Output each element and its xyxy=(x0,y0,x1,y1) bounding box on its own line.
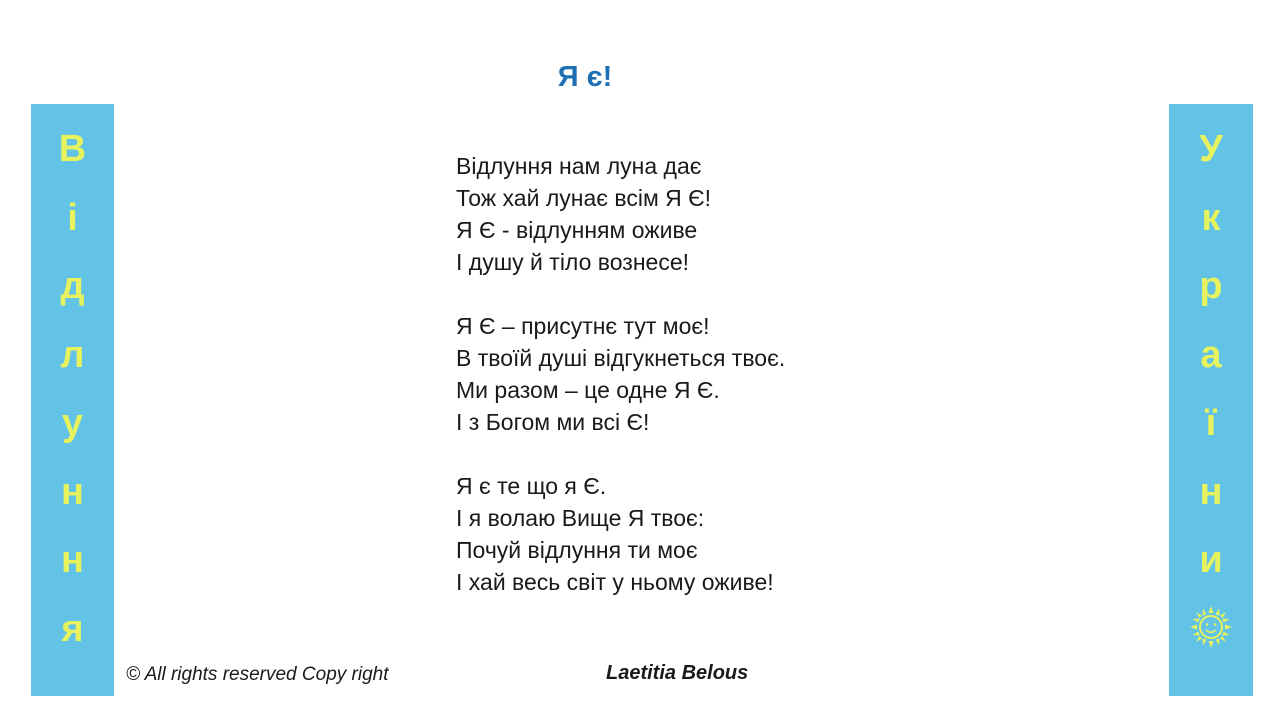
poem-line: І з Богом ми всі Є! xyxy=(456,409,650,435)
left-letter: у xyxy=(61,402,84,444)
poem-line: І душу й тіло вознесе! xyxy=(456,249,689,275)
left-letter: л xyxy=(60,333,85,376)
poem-line: Я Є - відлунням оживе xyxy=(456,217,698,243)
poem-line: В твоїй душі відгукнеться твоє. xyxy=(456,345,786,371)
left-letter: н xyxy=(61,539,84,581)
poem-line: Тож хай лунає всім Я Є! xyxy=(456,185,712,211)
right-vertical-band xyxy=(1169,104,1253,696)
right-vertical-word xyxy=(1169,118,1253,598)
sun-icon xyxy=(1190,606,1232,648)
right-letter: р xyxy=(1199,265,1223,307)
right-letter: а xyxy=(1200,333,1222,376)
poem-line: Я Є – присутнє тут моє! xyxy=(456,313,710,339)
left-letter: і xyxy=(67,196,78,239)
poem-body xyxy=(456,150,936,630)
right-letter: и xyxy=(1199,539,1223,581)
poem-line: Я є те що я Є. xyxy=(456,473,607,499)
left-letter: я xyxy=(61,607,84,650)
right-letter: н xyxy=(1199,470,1223,513)
stanza xyxy=(456,470,936,598)
poem-line: І хай весь світ у ньому оживе! xyxy=(456,569,774,595)
copyright-notice: © All rights reserved Copy right xyxy=(126,664,389,685)
poem-line: Ми разом – це одне Я Є. xyxy=(456,377,720,403)
right-letter: У xyxy=(1199,128,1223,170)
poem-line: Почуй відлуння ти моє xyxy=(456,537,698,563)
author-name: Laetitia Belous xyxy=(606,662,749,684)
left-letter: д xyxy=(60,265,85,307)
poem-line: Відлуння нам луна дає xyxy=(456,153,702,179)
left-letter: В xyxy=(58,128,87,170)
left-vertical-word xyxy=(31,118,114,666)
poem-line: І я волаю Вище Я твоє: xyxy=(456,505,705,531)
left-letter: н xyxy=(61,470,84,513)
stanza xyxy=(456,150,936,278)
left-vertical-band xyxy=(31,104,114,696)
stanza xyxy=(456,310,936,438)
poem-title: Я є! xyxy=(557,61,613,93)
right-letter: к xyxy=(1201,196,1221,239)
right-letter: ї xyxy=(1205,402,1217,444)
